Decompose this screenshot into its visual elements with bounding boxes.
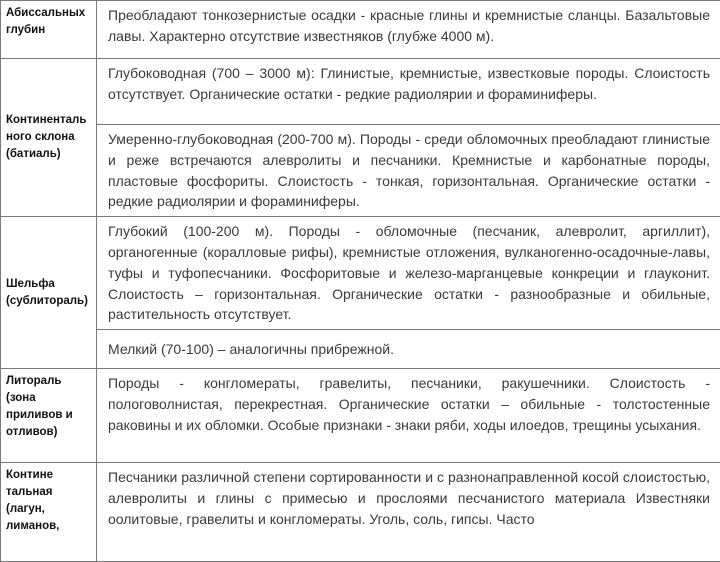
table-row — [1, 463, 720, 562]
desc-bathyal-deep: Глубоководная (700 – 3000 м): Глинистые, кремнистые, известковые породы. Слоистость отсутствует. Органические остатки - редкие радиолярии и фораминиферы. — [97, 59, 720, 125]
desc-shelf-deep: Глубокий (100-200 м). Породы - обломочные (песчаник, алевролит, аргиллит), органогенные (коралловые рифы), кремнистые отложения, вулканогенно-осадочные-лавы, туфы и туфопесчаники. Фосфоритовые и железо-марганцевые конкреции и глауконит. Слоистость – горизонтальная. Органические остатки - разнообразные и обильные, растительность отсутствует. — [97, 217, 720, 330]
desc-continental: Песчаники различной степени сортированности и с разнонаправленной косой слоистостью, алевролиты и глины с примесью и прослоями песчанистого материала Известняки оолитовые, гравелиты и конгломераты. Уголь, соль, гипсы. Часто — [97, 463, 720, 562]
desc-bathyal-moderate: Умеренно-глубоководная (200-700 м). Породы - среди обломочных преобладают глинистые и реже встречаются алевролиты и песчаники. Кремнистые и карбонатные породы, пластовые фосфориты. Слоистость - тонкая, горизонтальная. Органические остатки - редкие радиолярии и фораминиферы. — [97, 125, 720, 217]
zone-abyssal: Абиссальных глубин — [1, 1, 97, 59]
table-row — [1, 369, 720, 463]
table-row — [1, 217, 720, 330]
desc-abyssal: Преобладают тонкозернистые осадки - красные глины и кремнистые сланцы. Базальтовые лавы. Характерно отсутствие известняков (глубже 4000 м). — [97, 1, 720, 59]
table-row — [1, 330, 720, 369]
table-row — [1, 1, 720, 59]
desc-shelf-shallow: Мелкий (70-100) – аналогичны прибрежной. — [97, 330, 720, 369]
zone-bathyal: Континенталь ного склона (батиаль) — [1, 59, 97, 217]
zone-continental: Контине тальная (лагун, лиманов, — [1, 463, 97, 562]
table-row — [1, 59, 720, 125]
zone-shelf: Шельфа (сублитораль) — [1, 217, 97, 369]
zone-littoral: Литораль (зона приливов и отливов) — [1, 369, 97, 463]
desc-littoral: Породы - конгломераты, гравелиты, песчаники, ракушечники. Слоистость - пологоволнистая, перекрестная. Органические остатки – обильные - толстостенные раковины и их обломки. Особые признаки - знаки ряби, ходы илоедов, трещины усыхания. — [97, 369, 720, 463]
table-row — [1, 125, 720, 217]
